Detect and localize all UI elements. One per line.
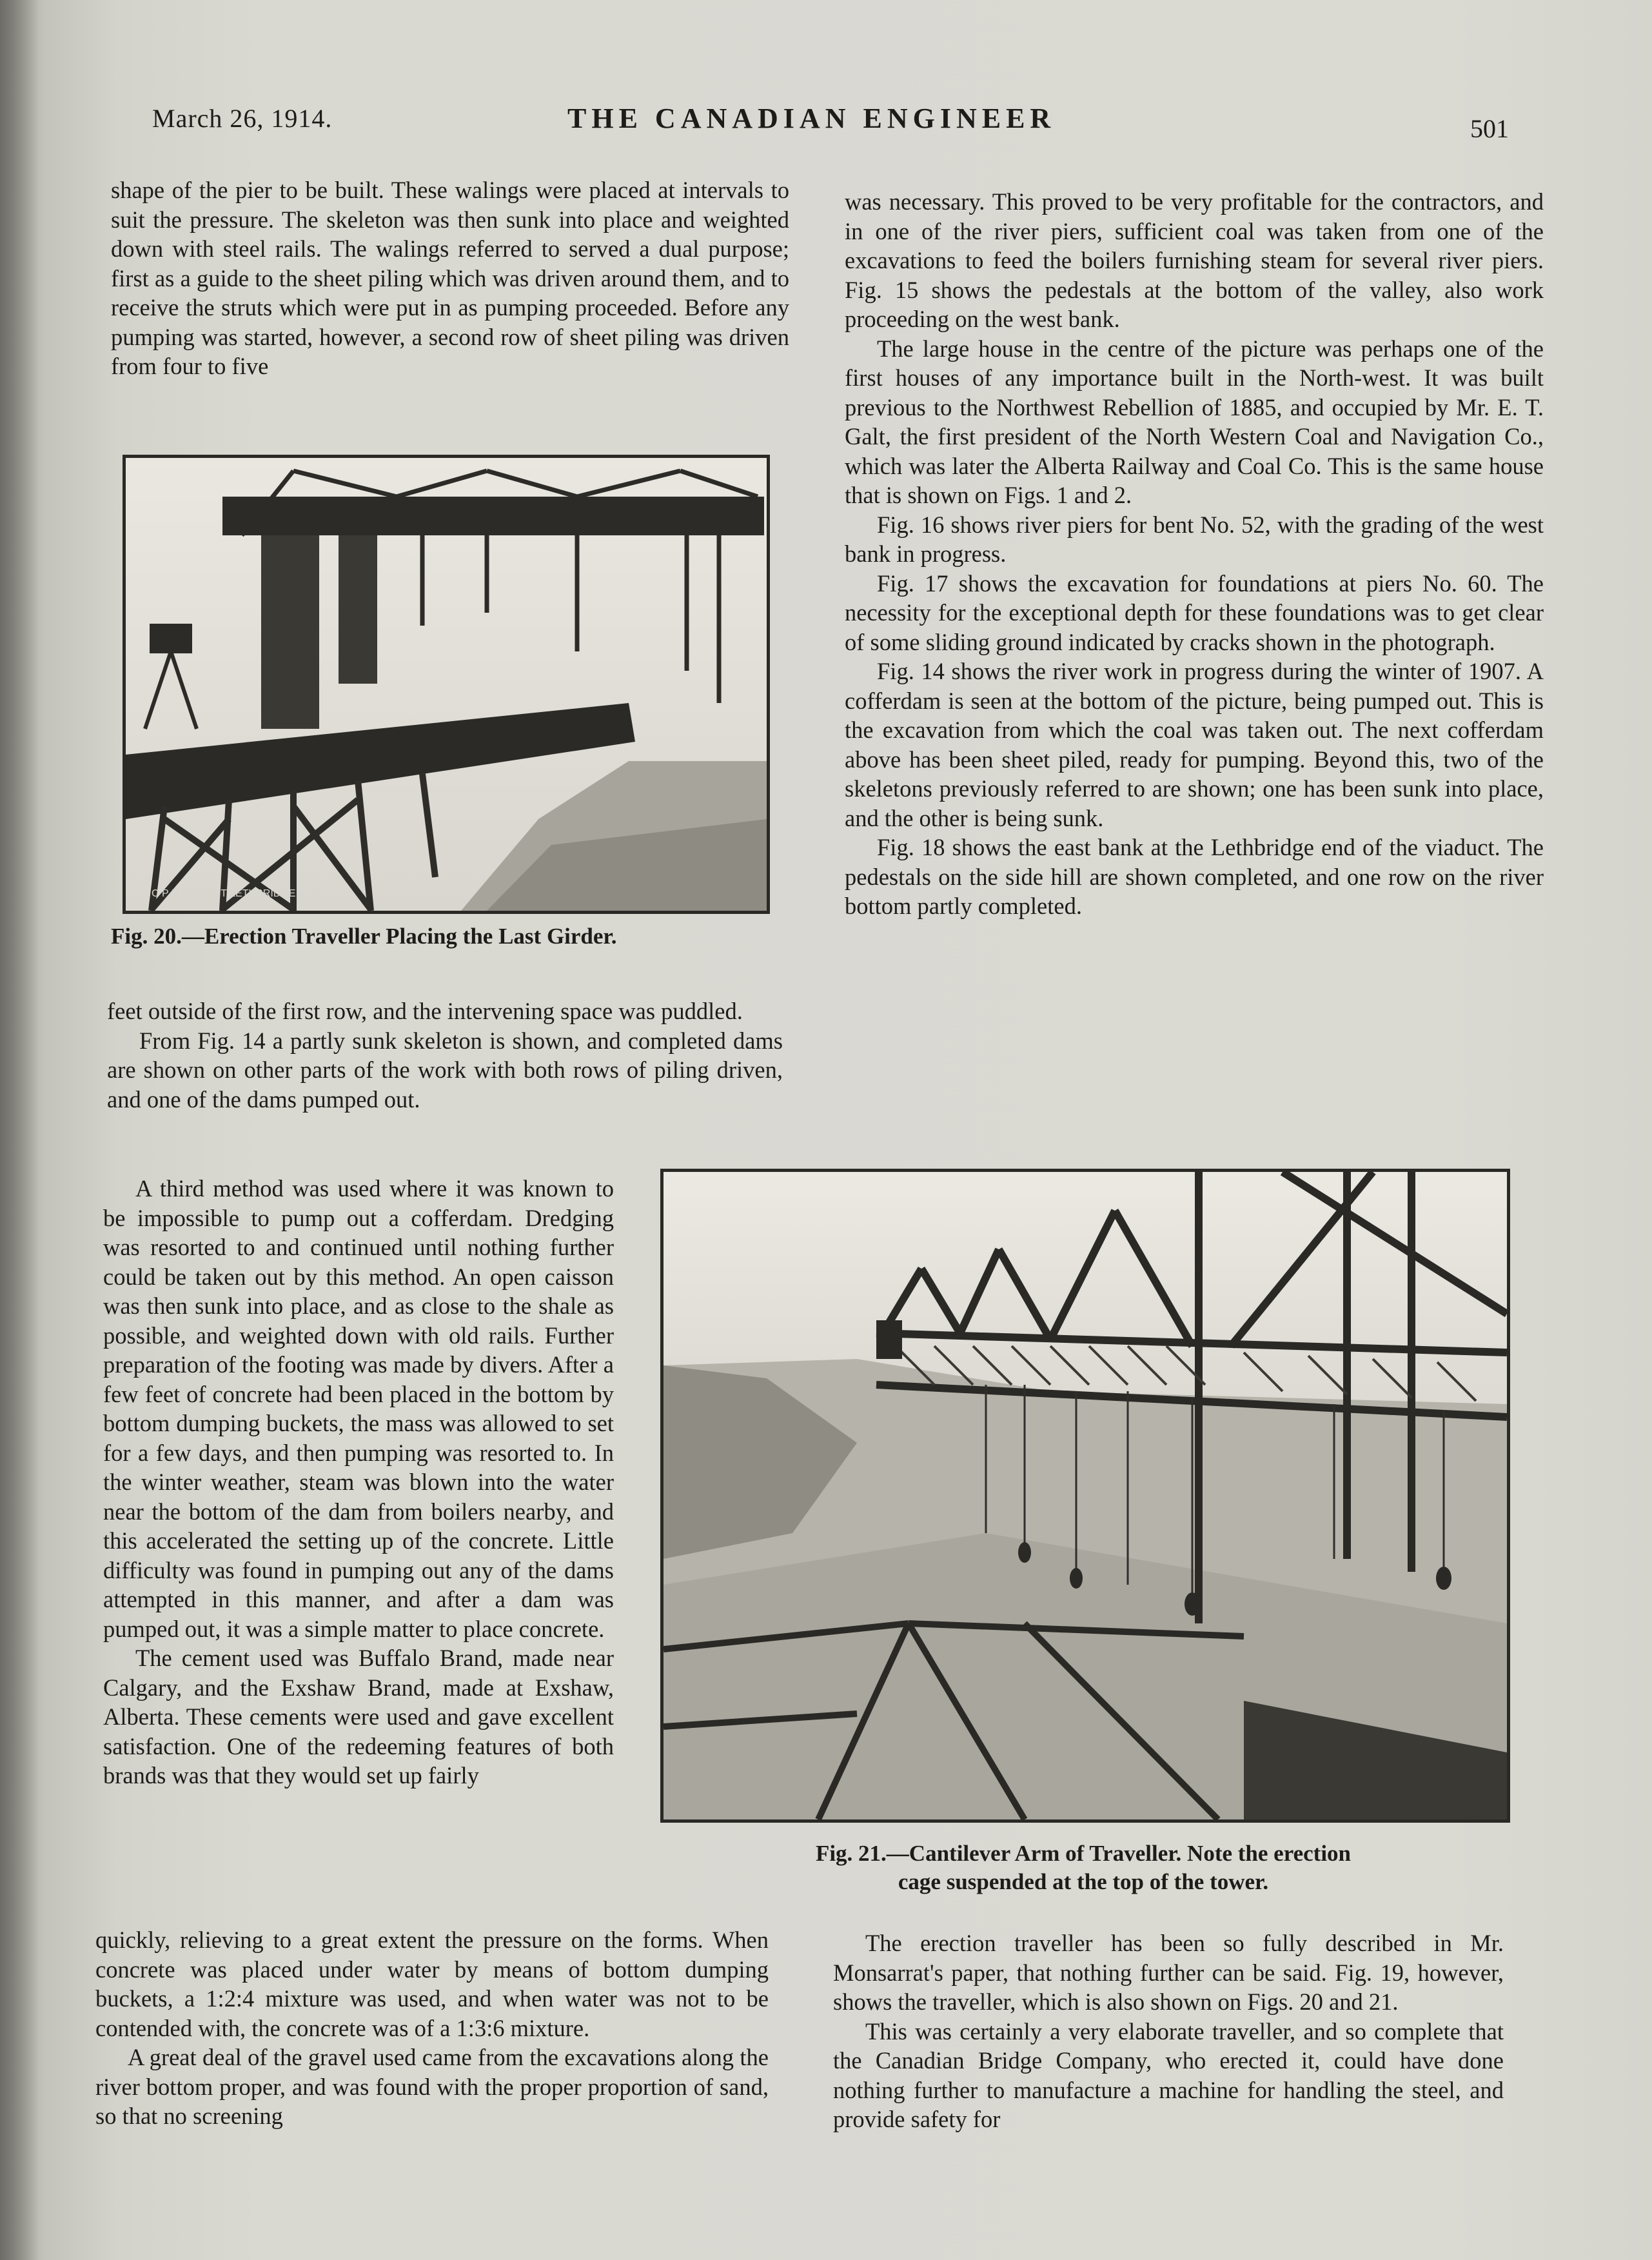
paragraph: Fig. 18 shows the east bank at the Lethbridge end of the viaduct. The pedestals on the side hill are shown completed, and one row on the river bottom partly completed. — [845, 834, 1544, 919]
paragraph: Fig. 16 shows river piers for bent No. 52, with the grading of the west bank in progress. — [845, 511, 1544, 567]
paragraph: A great deal of the gravel used came from the excavations along the river bottom proper, and was found with the proper proportion of sand, so that no screening — [95, 2044, 769, 2129]
caption-line: Fig. 21.—Cantilever Arm of Traveller. Note the erection — [815, 1841, 1352, 1866]
cantilever-arm-photo — [664, 1172, 1507, 1819]
paragraph: The cement used was Buffalo Brand, made near Calgary, and the Exshaw Brand, made at Exshaw, Alberta. These cements were used and gave excellent satisfaction. One of the redeeming features of both brands was that they would set up fairly — [103, 1645, 614, 1789]
paragraph: Fig. 17 shows the excavation for foundations at piers No. 60. The necessity for the exceptional depth for these foundations was to get clear of some sliding ground indicated by cracks shown in the photograph. — [845, 570, 1544, 655]
header-page-number: 501 — [1470, 114, 1509, 143]
paragraph: From Fig. 14 a partly sunk skeleton is shown, and completed dams are shown on other parts of the work with both rows of piling driven, and one of the dams pumped out. — [107, 1027, 783, 1113]
paragraph: shape of the pier to be built. These walings were placed at intervals to suit the pressure. The skeleton was then sunk into place and weighted down with steel rails. The walings referred to served a dual purpose; first as a guide to the sheet piling which was driven around them, and to receive the struts which were put in as pumping proceeded. Before any pumping was started, however, a second row of sheet piling was driven from four to five — [111, 177, 789, 379]
left-text-mid — [107, 996, 783, 1114]
left-text-bottom — [95, 1925, 769, 2131]
header-journal-title: THE CANADIAN ENGINEER — [567, 103, 1056, 134]
paragraph: feet outside of the first row, and the intervening space was puddled. — [107, 998, 743, 1024]
paragraph: was necessary. This proved to be very profitable for the contractors, and in one of the river piers, sufficient coal was taken from one of the excavations to feed the boilers furnishing steam for several river piers. Fig. 15 shows the pedestals at the bottom of the valley, also work proceeding on the west bank. — [845, 188, 1544, 332]
figure-21-caption — [722, 1839, 1444, 1896]
right-text-bottom — [833, 1928, 1504, 2134]
page-binding-shadow — [0, 0, 39, 2260]
paragraph: A third method was used where it was known to be impossible to pump out a cofferdam. Dredging was resorted to and continued until nothing further could be taken out by this method. An open caisson was then sunk into place, and as close to the shale as possible, and weighted down with old rails. Further preparation of the footing was made by divers. After a few feet of concrete had been placed in the bottom by bottom dumping buckets, the mass was allowed to set for a few days, and then pumping was resorted to. In the winter weather, steam was blown into the water near the bottom of the dam from boilers nearby, and this accelerated the setting up of the concrete. Little difficulty was found in pumping out any of the dams attempted in this manner, and after a dam was pumped out, it was a simple matter to place concrete. — [103, 1175, 614, 1642]
paragraph: The erection traveller has been so fully described in Mr. Monsarrat's paper, that nothing further can be said. Fig. 19, however, shows the traveller, which is also shown on Figs. 20 and 21. — [833, 1930, 1504, 2015]
paragraph: The large house in the centre of the picture was perhaps one of the first houses of any importance built in the North-west. It was built previous to the Northwest Rebellion of 1885, and occupied by Mr. E. T. Galt, the first president of the North Western Coal and Navigation Co., which was later the Alberta Railway and Coal Co. This is the same house that is shown on Figs. 1 and 2. — [845, 335, 1544, 508]
figure-20-caption: Fig. 20.—Erection Traveller Placing the Last Girder. — [111, 924, 617, 949]
paragraph: This was certainly a very elaborate traveller, and so complete that the Canadian Bridge Company, who erected it, could have done nothing further to manufacture a machine for handling the steel, and provide safety for — [833, 2017, 1504, 2132]
header-date: March 26, 1914. — [152, 104, 333, 133]
left-text-narrow — [103, 1174, 614, 1790]
paragraph: Fig. 14 shows the river work in progress during the winter of 1907. A cofferdam is seen at the bottom of the picture, being pumped out. This is the excavation from which the coal was taken out. The next cofferdam above has been sheet piled, ready for pumping. Beyond this, two of the skeletons previously referred to are shown; one has been sunk into place, and the other is being sunk. — [845, 658, 1544, 831]
caption-line: cage suspended at the top of the tower. — [898, 1869, 1269, 1894]
paragraph: quickly, relieving to a great extent the pressure on the forms. When concrete was placed under water by means of bottom dumping buckets, a 1:2:4 mixture was used, and when water was not to be contended with, the concrete was of a 1:3:6 mixture. — [95, 1927, 769, 2041]
page-header — [0, 97, 1652, 142]
figure-21-photo — [660, 1169, 1510, 1823]
erection-traveller-photo — [126, 458, 767, 911]
right-text-top — [845, 187, 1544, 921]
photo-label: C P R VIADUCT LETHBRIDGE ALTA — [152, 888, 322, 899]
left-text-top — [111, 175, 789, 381]
figure-20-photo — [123, 455, 770, 914]
